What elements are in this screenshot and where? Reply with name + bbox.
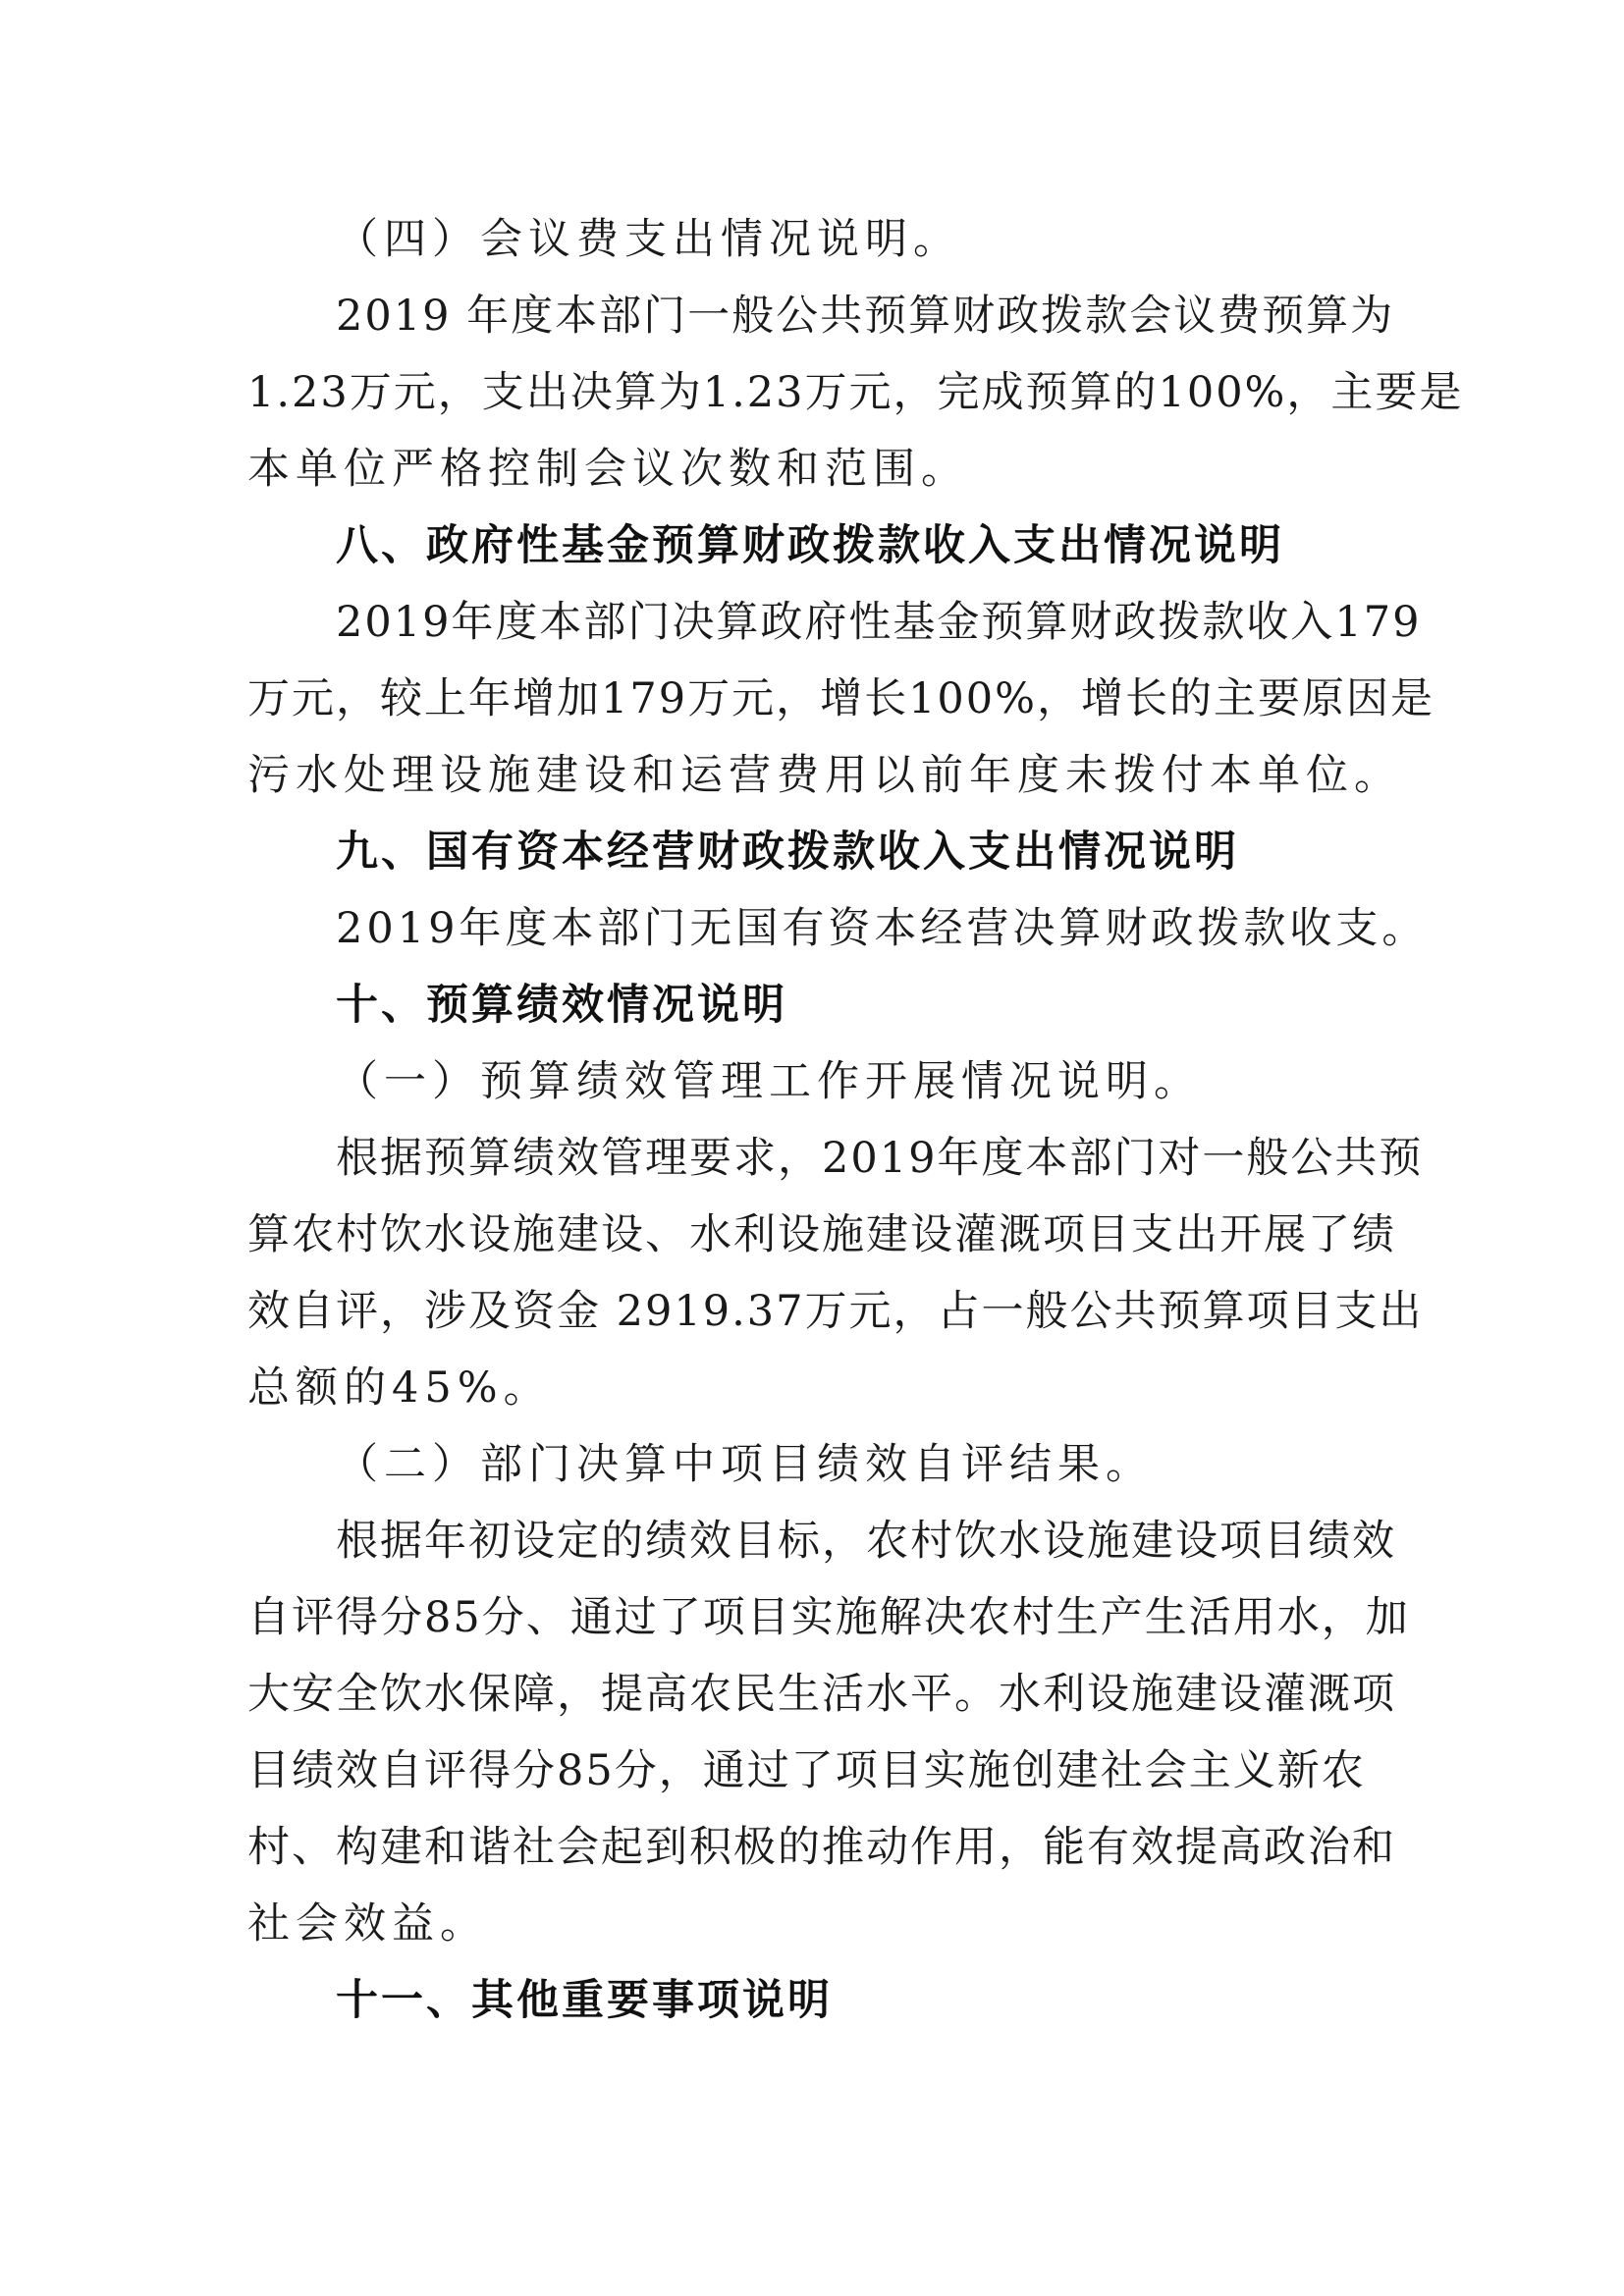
section-subheading-meeting-fees: （四）会议费支出情况说明。 [336,215,961,264]
paragraph-line: 算农村饮水设施建设、水利设施建设灌溉项目支出开展了绩 [247,1210,1396,1259]
paragraph-line: 社会效益。 [247,1899,488,1949]
paragraph-line: 污水处理设施建设和运营费用以前年度未拨付本单位。 [247,751,1402,800]
paragraph-line: 自评得分85分、通过了项目实施解决农村生产生活用水，加 [247,1593,1410,1642]
paragraph-line: 2019 年度本部门一般公共预算财政拨款会议费预算为 [336,292,1395,341]
paragraph-line: 根据预算绩效管理要求，2019年度本部门对一般公共预 [336,1134,1424,1183]
section-subheading-performance-management: （一）预算绩效管理工作开展情况说明。 [336,1057,1202,1106]
section-heading-other-matters: 十一、其他重要事项说明 [336,1976,833,2025]
paragraph-line: 根据年初设定的绩效目标，农村饮水设施建设项目绩效 [336,1517,1396,1566]
paragraph-line: 万元，较上年增加179万元，增长100%，增长的主要原因是 [247,674,1435,723]
paragraph-line: 目绩效自评得分85分，通过了项目实施创建社会主义新农 [247,1746,1366,1795]
paragraph-line: 2019年度本部门无国有资本经营决算财政拨款收支。 [336,904,1429,953]
paragraph-line: 大安全饮水保障，提高农民生活水平。水利设施建设灌溉项 [247,1670,1396,1719]
paragraph-line: 本单位严格控制会议次数和范围。 [247,445,969,494]
section-heading-government-fund: 八、政府性基金预算财政拨款收入支出情况说明 [336,521,1284,570]
paragraph-line: 2019年度本部门决算政府性基金预算财政拨款收入179 [336,598,1422,647]
paragraph-line: 总额的45%。 [247,1363,552,1413]
section-heading-performance: 十、预算绩效情况说明 [336,981,787,1030]
paragraph-line: 效自评，涉及资金 2919.37万元，占一般公共预算项目支出 [247,1287,1424,1336]
paragraph-line: 村、构建和谐社会起到积极的推动作用，能有效提高政治和 [247,1823,1396,1872]
section-heading-state-capital: 九、国有资本经营财政拨款收入支出情况说明 [336,828,1239,877]
paragraph-line: 1.23万元，支出决算为1.23万元，完成预算的100%，主要是 [247,368,1464,417]
section-subheading-self-evaluation: （二）部门决算中项目绩效自评结果。 [336,1440,1154,1489]
